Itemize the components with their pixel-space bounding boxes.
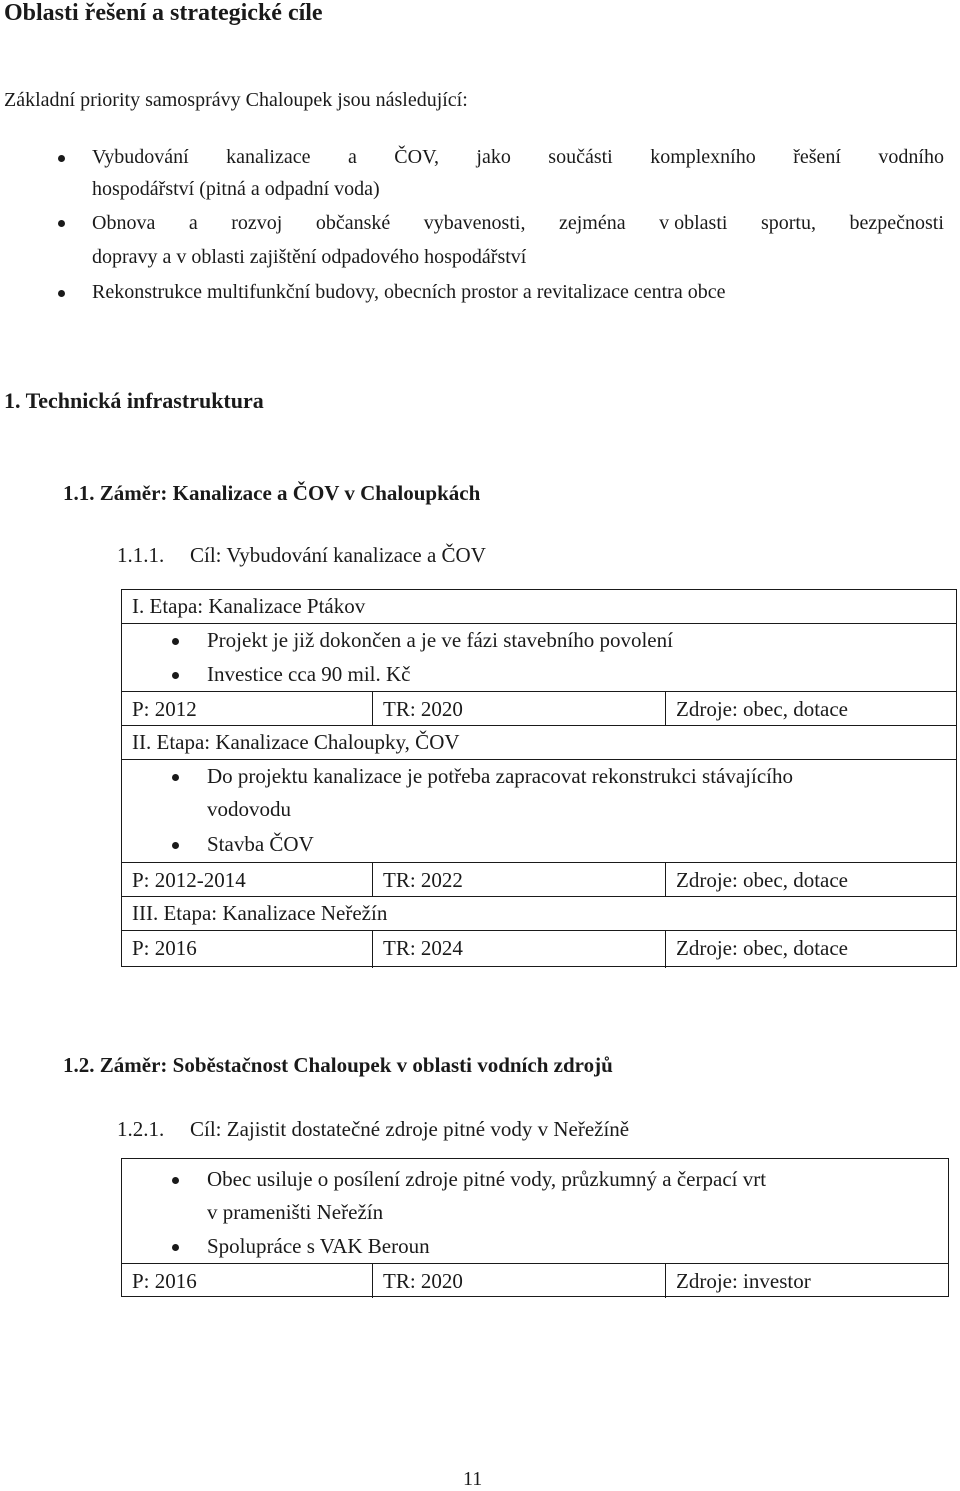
stage-1-items (122, 623, 956, 691)
goal-number: 1.2.1. (117, 1117, 165, 1141)
list-item: Projekt je již dokončen a je ve fázi stavebního povolení (207, 628, 673, 652)
list-item: Spolupráce s VAK Beroun (207, 1234, 430, 1258)
period-cell: P: 2012 (132, 697, 197, 721)
sources-cell: Zdroje: obec, dotace (676, 936, 848, 960)
bullet-icon (58, 290, 65, 297)
list-item-continuation: vodovodu (207, 797, 291, 821)
bullet-icon (172, 1177, 179, 1184)
sources-cell: Zdroje: obec, dotace (676, 868, 848, 892)
priority-1-line-2: hospodářství (pitná a odpadní voda) (92, 178, 380, 200)
subsection-heading: 1.1. Záměr: Kanalizace a ČOV v Chaloupkách (63, 481, 481, 505)
list-item: Stavba ČOV (207, 832, 314, 856)
priority-2-line-1: Obnova a rozvoj občanské vybavenosti, zejména v oblasti sportu, bezpečnosti (92, 212, 944, 234)
stage-1-header: I. Etapa: Kanalizace Ptákov (132, 594, 366, 618)
bullet-icon (172, 774, 179, 781)
goal-items (122, 1159, 948, 1263)
list-item-continuation: v prameništi Neřežín (207, 1200, 384, 1224)
deadline-cell: TR: 2020 (383, 697, 463, 721)
deadline-cell: TR: 2024 (383, 936, 463, 960)
stage-2-items (122, 759, 956, 862)
bullet-icon (58, 220, 65, 227)
goal-text: Cíl: Zajistit dostatečné zdroje pitné vody v Neřežíně (190, 1117, 630, 1141)
deadline-cell: TR: 2020 (383, 1269, 463, 1293)
list-item: Do projektu kanalizace je potřeba zapracovat rekonstrukci stávajícího (207, 764, 793, 788)
stage-3-header: III. Etapa: Kanalizace Neřežín (122, 896, 956, 930)
goal-meta-row (122, 1263, 948, 1298)
subsection-heading: 1.2. Záměr: Soběstačnost Chaloupek v oblasti vodních zdrojů (63, 1053, 613, 1077)
bullet-icon (172, 842, 179, 849)
list-item: Obec usiluje o posílení zdroje pitné vody, průzkumný a čerpací vrt (207, 1167, 767, 1191)
bullet-icon (172, 638, 179, 645)
priority-3: Rekonstrukce multifunkční budovy, obecních prostor a revitalizace centra obce (92, 281, 726, 303)
page-number: 11 (463, 1468, 483, 1490)
period-cell: P: 2016 (132, 936, 197, 960)
priority-1-line-1: Vybudování kanalizace a ČOV, jako součásti komplexního řešení vodního (92, 146, 944, 168)
deadline-cell: TR: 2022 (383, 868, 463, 892)
goal-number: 1.1.1. (117, 543, 165, 567)
stage-3-meta-row (122, 930, 956, 968)
stage-2-meta-row (122, 862, 956, 896)
page-title: Oblasti řešení a strategické cíle (4, 0, 323, 26)
period-cell: P: 2012-2014 (132, 868, 246, 892)
stage-1-meta-row (122, 691, 956, 725)
bullet-icon (172, 1244, 179, 1251)
stage-table (121, 589, 957, 967)
stage-2-header: II. Etapa: Kanalizace Chaloupky, ČOV (122, 725, 956, 759)
sources-cell: Zdroje: investor (676, 1269, 811, 1293)
priority-2-line-2: dopravy a v oblasti zajištění odpadového hospodářství (92, 246, 527, 268)
section-heading: 1. Technická infrastruktura (4, 388, 264, 413)
list-item: Investice cca 90 mil. Kč (207, 662, 411, 686)
bullet-icon (58, 155, 65, 162)
sources-cell: Zdroje: obec, dotace (676, 697, 848, 721)
intro-text: Základní priority samosprávy Chaloupek jsou následující: (4, 89, 468, 111)
bullet-icon (172, 672, 179, 679)
goal-table (121, 1158, 949, 1297)
period-cell: P: 2016 (132, 1269, 197, 1293)
goal-text: Cíl: Vybudování kanalizace a ČOV (190, 543, 486, 567)
